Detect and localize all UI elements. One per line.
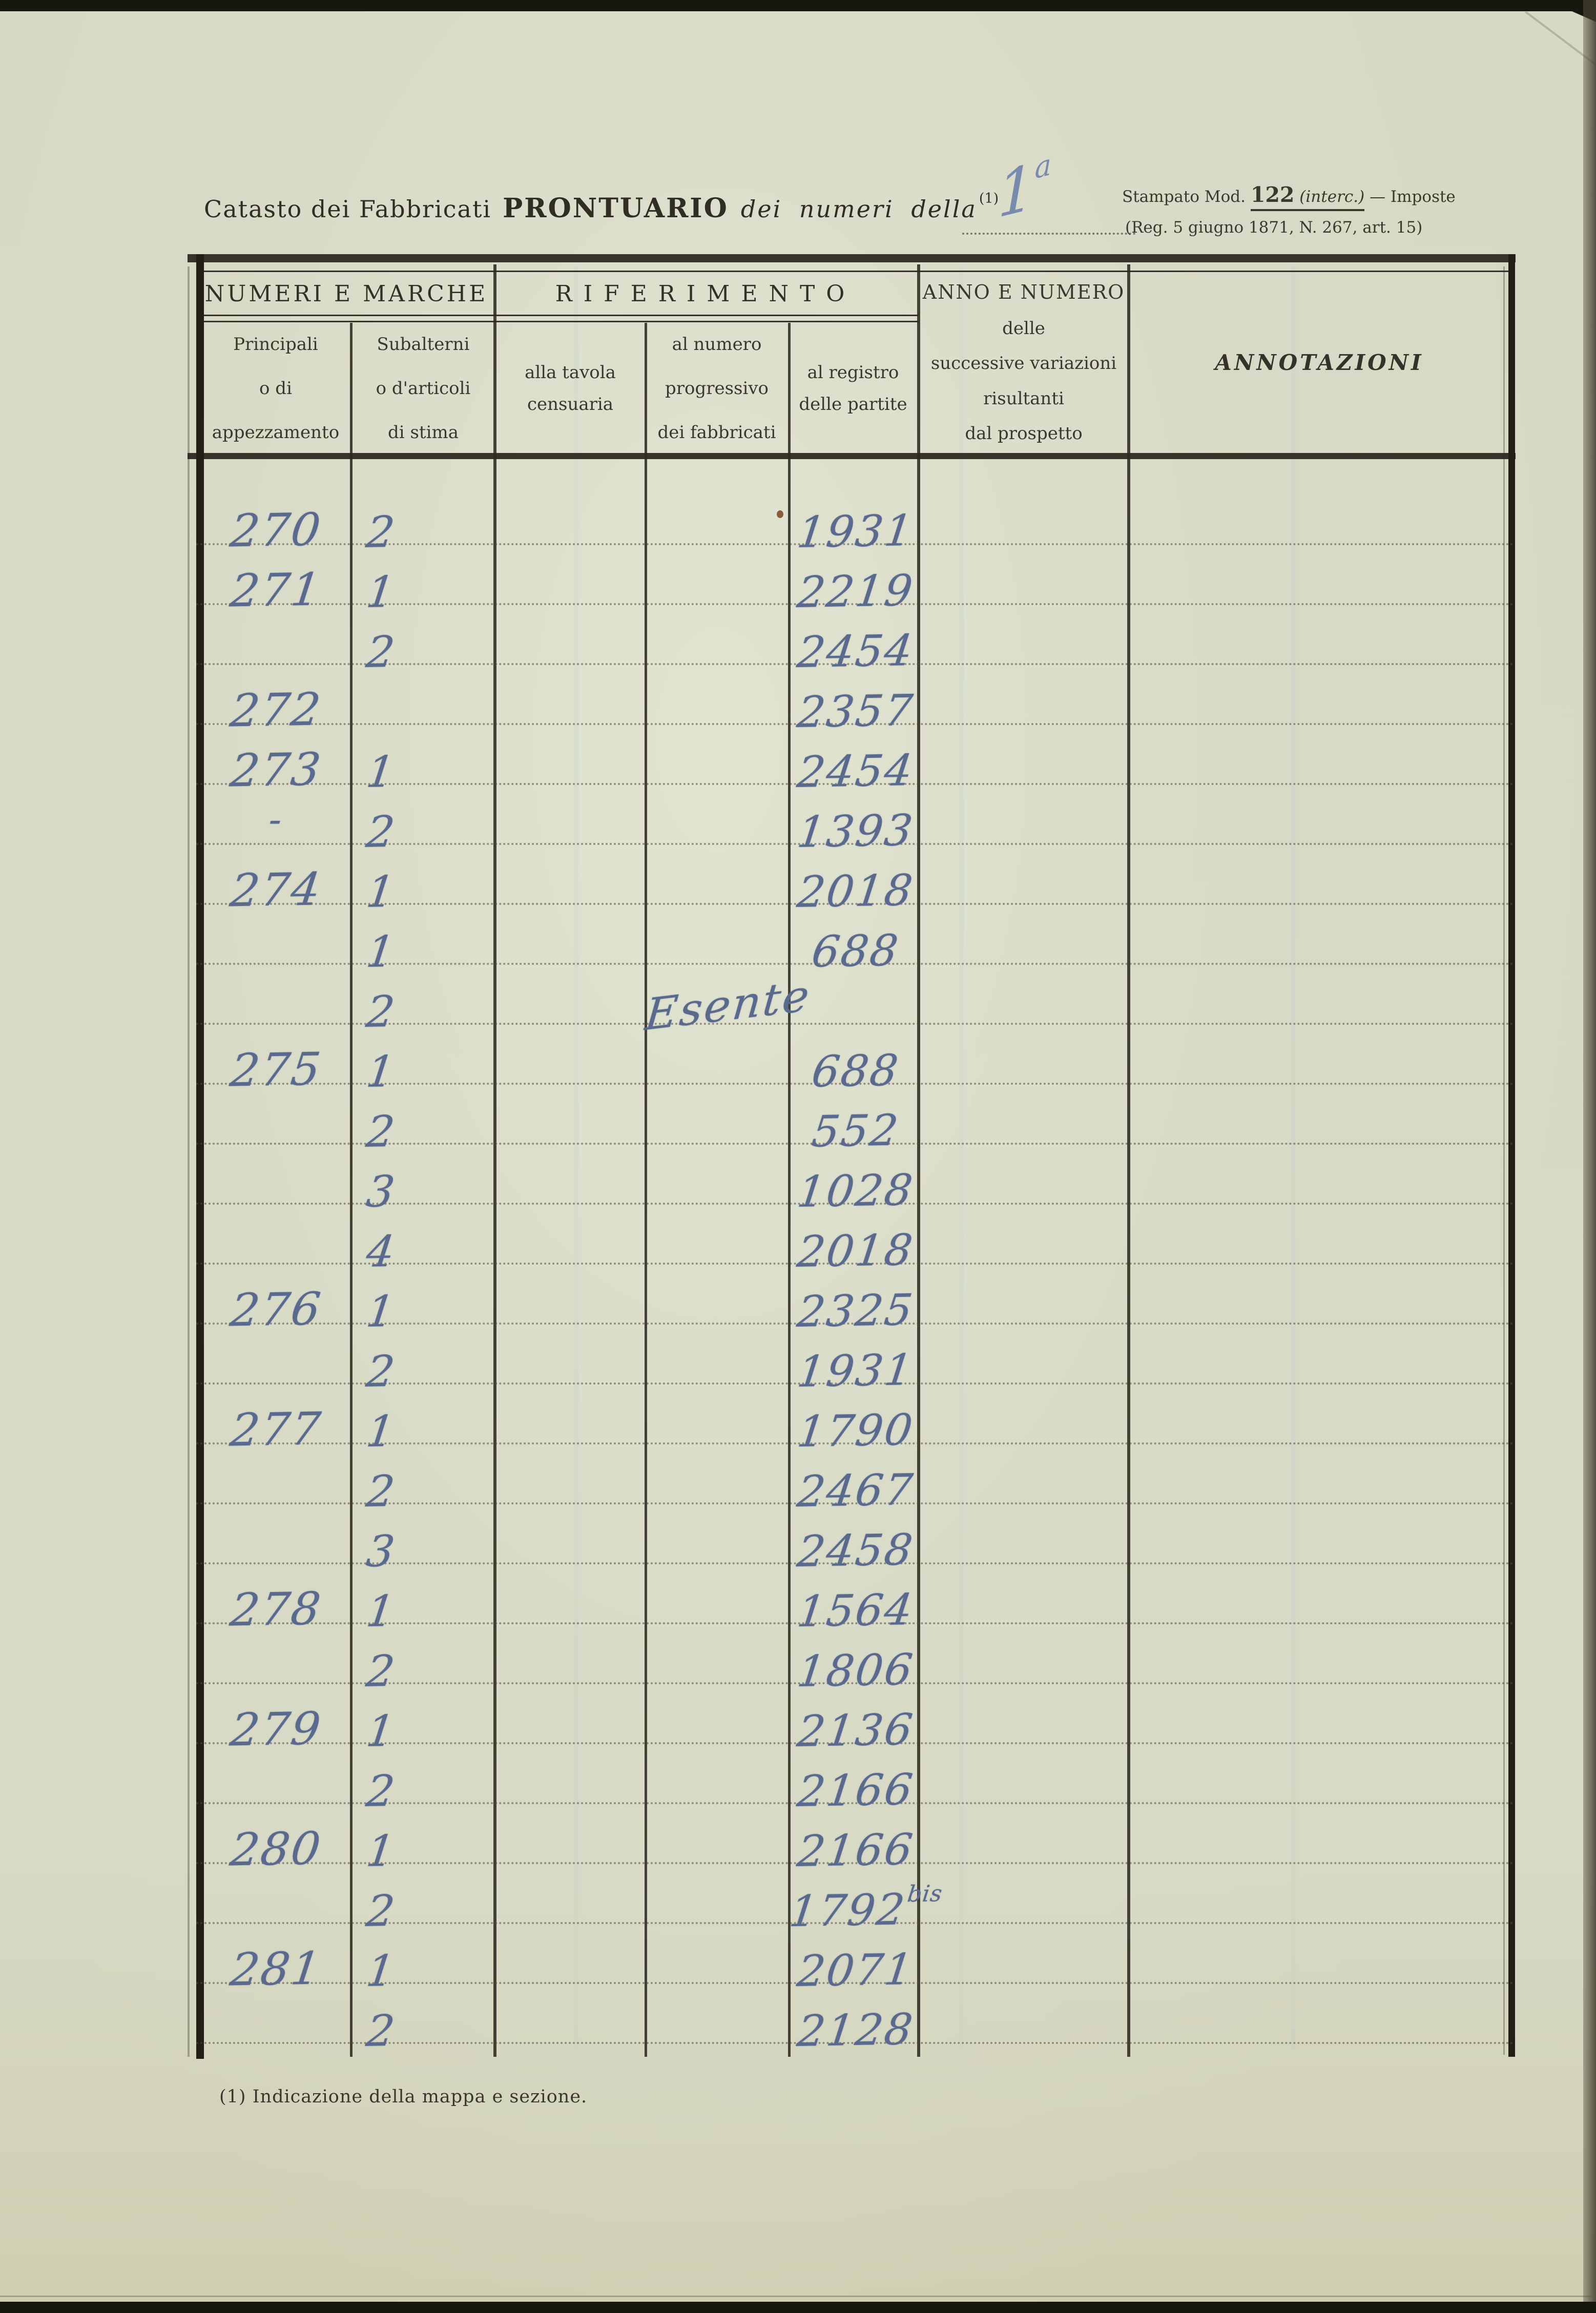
handwritten-subalterno-value: 1 [363,1406,399,1457]
hdr-line: o d'articoli [376,378,471,399]
document-title [204,191,999,224]
stamp-model-number: 122 [1250,182,1295,207]
handwritten-principale-value: 277 [227,1402,325,1457]
handwritten-registro-value: 2458 [794,1524,917,1577]
handwritten-registro-value: 2325 [794,1285,917,1337]
table-row [0,1388,1596,1457]
handwritten-registro-suffix: bis [906,1881,944,1908]
column-header-registro [791,334,916,443]
handwritten-subalterno-value: 2 [363,1465,399,1517]
table-row [0,1808,1596,1876]
handwritten-principale-value: 273 [227,742,325,797]
handwritten-principale-value: - [266,798,286,841]
handwritten-registro-value: 2357 [794,685,917,737]
stamp-pre: Stampato Mod. [1122,188,1246,206]
handwritten-registro-value: $1792^{bis}$ [786,1881,944,1937]
stamp-imposte: — Imposte [1370,188,1456,206]
table-row [0,1208,1596,1277]
column-header-progressivo [647,334,786,443]
title-catasto: Catasto dei Fabbricati [204,195,492,223]
handwritten-subalterno-value: 1 [363,566,399,617]
table-row [0,729,1596,797]
handwritten-subalterno-value: 2 [363,2005,399,2056]
hdr-line: al numero [672,334,762,355]
handwritten-principale-value: 281 [227,1942,325,1996]
group-header-rule-b [196,321,919,322]
handwritten-subalterno-value: 1 [363,1705,399,1757]
hdr-line: progressivo [665,378,769,399]
column-header-annotazioni: ANNOTAZIONI [1215,349,1424,375]
handwritten-principale-value: 272 [227,683,325,737]
hdr-line: appezzamento [212,422,340,443]
table-row [0,1448,1596,1517]
handwritten-registro-value: 688 [809,925,902,977]
handwritten-registro-value: 2454 [794,745,917,797]
handwritten-registro-value: 688 [809,1045,902,1097]
handwritten-registro-value: 2467 [794,1464,917,1517]
page-footnote: (1) Indicazione della mappa e sezione. [219,2087,588,2107]
table-row [0,1028,1596,1097]
handwritten-registro-value: 1931 [794,505,917,557]
handwritten-subalterno-value: 2 [363,1106,399,1157]
group-header-numeri-e-marche: NUMERI E MARCHE [204,280,488,307]
handwritten-subalterno-value: 2 [363,506,399,557]
table-row [0,849,1596,917]
table-row [0,1988,1596,2056]
paper-crease [0,2296,1596,2297]
table-row [0,789,1596,857]
handwritten-subalterno-value: 1 [363,866,399,917]
handwritten-registro-value: 2219 [794,565,917,617]
hdr-line: o di [259,378,292,399]
hdr-line: risultanti [983,388,1064,409]
handwritten-registro-value: 2128 [794,2004,917,2056]
handwritten-subalterno-value: 2 [363,1346,399,1397]
handwritten-registro-value: 2018 [794,1225,917,1277]
handwritten-principale-value: 271 [227,563,325,617]
handwritten-subalterno-value: 3 [363,1166,399,1217]
handwritten-registro-value: 1393 [794,805,917,857]
scan-border-top [0,0,1596,11]
hdr-line: Subalterni [377,334,470,355]
hdr-line: Principali [233,334,318,355]
handwritten-subalterno-value: 2 [363,986,399,1037]
stamp-interc: (interc.) [1299,188,1365,206]
handwritten-subalterno-value: 2 [363,1765,399,1816]
scan-border-bottom [0,2302,1596,2313]
handwritten-subalterno-value: 4 [363,1226,399,1277]
handwritten-principale-value: 275 [227,1042,325,1097]
stamp-block [1122,182,1511,237]
table-row [0,1868,1596,1937]
handwritten-subalterno-value: 1 [363,746,399,797]
handwritten-principale-value: 270 [227,503,325,557]
handwritten-subalterno-value: 1 [363,926,399,977]
table-row [0,489,1596,557]
table-row [0,1088,1596,1157]
group-header-riferimento: RIFERIMENTO [555,280,856,307]
table-row [0,1508,1596,1577]
handwritten-subalterno-value: 2 [363,626,399,677]
handwritten-registro-value: 1931 [794,1345,917,1397]
hdr-line: di stima [388,422,459,443]
handwritten-progressivo-value: Esente [642,970,813,1041]
table-row [0,968,1596,1041]
handwritten-subalterno-value: 1 [363,1585,399,1637]
handwritten-subalterno-value: 1 [363,1945,399,1996]
table-row [0,609,1596,677]
handwritten-registro-value: 2454 [794,625,917,677]
title-dei-numeri: dei numeri della [740,195,977,223]
column-header-subalterni [354,334,493,443]
handwritten-subalterno-value: 2 [363,1885,399,1936]
handwritten-principale-value: 276 [227,1282,325,1337]
group-header-rule-a [196,315,919,316]
table-row [0,1928,1596,1996]
hdr-line: dei fabbricati [657,422,776,443]
table-row [0,1748,1596,1816]
table-row [0,1568,1596,1637]
stamp-line2: (Reg. 5 giugno 1871, N. 267, art. 15) [1125,218,1423,237]
hdr-line: al registro [807,362,899,383]
title-footnote-ref: (1) [979,191,999,206]
column-header-anno [921,281,1126,444]
table-row [0,1268,1596,1337]
handwritten-principale-value: 274 [227,862,325,917]
table-row [0,908,1596,977]
hdr-line: delle [1002,318,1045,339]
page-number-exponent: a [1034,147,1051,186]
hdr-line: delle partite [799,394,907,415]
handwritten-registro-value: 1806 [794,1644,917,1697]
handwritten-registro-value: 1028 [794,1165,917,1217]
header-bottom-rule [188,453,1516,459]
handwritten-subalterno-value: 1 [363,1286,399,1337]
handwritten-registro-value: 1564 [794,1584,917,1637]
column-header-principali [202,334,349,443]
handwritten-registro-value: 2136 [794,1704,917,1757]
handwritten-subalterno-value: 2 [363,806,399,857]
table-row [0,1628,1596,1697]
handwritten-registro-value: 2166 [794,1824,917,1876]
hdr-line: censuaria [527,394,614,415]
handwritten-subalterno-value: 1 [363,1825,399,1876]
table-row [0,549,1596,617]
hdr-line: dal prospetto [965,423,1083,444]
handwritten-principale-value: 278 [227,1582,325,1637]
handwritten-registro-value: 2018 [794,865,917,917]
table-row [0,669,1596,737]
handwritten-page-number [998,146,1051,232]
hdr-line: ANNO E NUMERO [922,281,1125,303]
handwritten-subalterno-value: 2 [363,1645,399,1697]
handwritten-registro-value: 1790 [794,1405,917,1457]
handwritten-registro-value: 2071 [794,1944,917,1996]
table-row [0,1688,1596,1757]
table-row [0,1148,1596,1217]
handwritten-subalterno-value: 3 [363,1525,399,1577]
table-top-border [188,254,1516,262]
hdr-line: successive variazioni [930,353,1117,374]
hdr-line: alla tavola [525,362,616,383]
handwritten-registro-value: 2166 [794,1764,917,1816]
stamp-line1 [1122,182,1511,207]
handwritten-subalterno-value: 1 [363,1046,399,1097]
handwritten-principale-value: 279 [227,1702,325,1757]
handwritten-registro-value: 552 [809,1105,902,1157]
page-number-digit: 1 [997,150,1035,233]
handwritten-principale-value: 280 [227,1822,325,1876]
table-row [0,1328,1596,1397]
title-prontuario: PRONTUARIO [503,193,729,224]
table-top-inner-rule [196,271,1515,272]
column-header-tavola [497,334,644,443]
